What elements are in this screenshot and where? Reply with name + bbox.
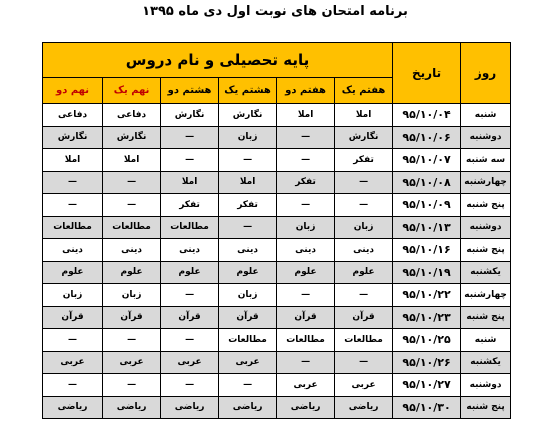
table-row [43,351,511,374]
row-day: پنج شنبه [461,396,511,419]
subject-cell: — [277,351,335,374]
row-date: ۹۵/۱۰/۲۳ [393,306,461,329]
header-grade: هفتم دو [277,78,335,104]
subject-cell: قرآن [335,306,393,329]
subject-cell: املا [277,104,335,127]
subject-cell: مطالعات [103,216,161,239]
subject-cell: املا [43,149,103,172]
subject-cell: عربی [277,374,335,397]
table-row [43,126,511,149]
subject-cell: نگارش [43,126,103,149]
subject-cell: زبان [103,284,161,307]
table-row [43,374,511,397]
subject-cell: قرآن [161,306,219,329]
table-row [43,306,511,329]
subject-cell: تفکر [277,171,335,194]
subject-cell: — [161,284,219,307]
subject-cell: علوم [335,261,393,284]
subject-cell: دینی [161,239,219,262]
row-date: ۹۵/۱۰/۳۰ [393,396,461,419]
subject-cell: — [161,374,219,397]
header-grade: هشتم یک [219,78,277,104]
subject-cell: دینی [277,239,335,262]
subject-cell: نگارش [335,126,393,149]
page-title: برنامه امتحان های نوبت اول دی ماه ۱۳۹۵ [142,4,408,19]
row-day: شنبه [461,329,511,352]
row-day: پنج شنبه [461,306,511,329]
row-day: سه شنبه [461,149,511,172]
subject-cell: — [335,171,393,194]
subject-cell: علوم [43,261,103,284]
table-row [43,171,511,194]
subject-cell: ریاضی [277,396,335,419]
subject-cell: نگارش [161,104,219,127]
table-row [43,104,511,127]
subject-cell: علوم [161,261,219,284]
subject-cell: — [277,194,335,217]
subject-cell: — [277,149,335,172]
subject-cell: عربی [161,351,219,374]
subject-cell: دینی [43,239,103,262]
subject-cell: زبان [335,216,393,239]
row-date: ۹۵/۱۰/۰۸ [393,171,461,194]
subject-cell: مطالعات [335,329,393,352]
subject-cell: علوم [103,261,161,284]
subject-cell: دفاعی [43,104,103,127]
row-day: شنبه [461,104,511,127]
subject-cell: املا [161,171,219,194]
row-date: ۹۵/۱۰/۲۷ [393,374,461,397]
header-grades-group: پایه تحصیلی و نام دروس [43,43,393,78]
subject-cell: مطالعات [161,216,219,239]
table-row [43,396,511,419]
row-day: چهارشنبه [461,171,511,194]
subject-cell: املا [335,104,393,127]
exam-schedule-table [42,42,511,419]
row-date: ۹۵/۱۰/۰۶ [393,126,461,149]
subject-cell: املا [219,171,277,194]
subject-cell: — [161,126,219,149]
row-day: دوشنبه [461,374,511,397]
subject-cell: تفکر [219,194,277,217]
subject-cell: دینی [335,239,393,262]
row-day: پنج شنبه [461,239,511,262]
subject-cell: قرآن [103,306,161,329]
subject-cell: — [219,216,277,239]
subject-cell: — [277,284,335,307]
subject-cell: ریاضی [219,396,277,419]
subject-cell: زبان [43,284,103,307]
row-day: یکشنبه [461,261,511,284]
subject-cell: دینی [219,239,277,262]
subject-cell: — [219,149,277,172]
subject-cell: — [103,194,161,217]
table-row [43,261,511,284]
subject-cell: — [43,374,103,397]
table-row [43,194,511,217]
subject-cell: مطالعات [43,216,103,239]
subject-cell: — [103,171,161,194]
row-date: ۹۵/۱۰/۲۶ [393,351,461,374]
subject-cell: قرآن [277,306,335,329]
header-grade: نهم دو [43,78,103,104]
row-date: ۹۵/۱۰/۱۳ [393,216,461,239]
row-day: دوشنبه [461,216,511,239]
subject-cell: قرآن [219,306,277,329]
subject-cell: عربی [43,351,103,374]
subject-cell: عربی [219,351,277,374]
row-date: ۹۵/۱۰/۲۵ [393,329,461,352]
row-day: چهارشنبه [461,284,511,307]
table-row [43,284,511,307]
subject-cell: — [103,374,161,397]
subject-cell: عربی [335,374,393,397]
row-date: ۹۵/۱۰/۰۴ [393,104,461,127]
header-grade: هشتم دو [161,78,219,104]
row-date: ۹۵/۱۰/۱۹ [393,261,461,284]
subject-cell: نگارش [103,126,161,149]
subject-cell: دینی [103,239,161,262]
row-day: پنج شنبه [461,194,511,217]
subject-cell: — [277,126,335,149]
header-date: تاریخ [393,43,461,104]
subject-cell: ریاضی [335,396,393,419]
table-row [43,216,511,239]
row-date: ۹۵/۱۰/۲۲ [393,284,461,307]
subject-cell: — [43,194,103,217]
subject-cell: — [103,329,161,352]
subject-cell: علوم [219,261,277,284]
subject-cell: زبان [277,216,335,239]
table-row [43,149,511,172]
schedule-body [43,104,511,419]
subject-cell: — [161,149,219,172]
subject-cell: — [335,284,393,307]
header-day: روز [461,43,511,104]
subject-cell: قرآن [43,306,103,329]
row-date: ۹۵/۱۰/۰۷ [393,149,461,172]
header-grade: هفتم یک [335,78,393,104]
subject-cell: ریاضی [43,396,103,419]
row-date: ۹۵/۱۰/۱۶ [393,239,461,262]
subject-cell: زبان [219,126,277,149]
subject-cell: دفاعی [103,104,161,127]
subject-cell: — [219,374,277,397]
table-row [43,329,511,352]
subject-cell: — [335,194,393,217]
subject-cell: ریاضی [161,396,219,419]
row-date: ۹۵/۱۰/۰۹ [393,194,461,217]
subject-cell: — [335,351,393,374]
row-day: یکشنبه [461,351,511,374]
subject-cell: علوم [277,261,335,284]
subject-cell: تفکر [161,194,219,217]
subject-cell: — [43,329,103,352]
header-grade: نهم یک [103,78,161,104]
subject-cell: — [43,171,103,194]
subject-cell: ریاضی [103,396,161,419]
subject-cell: تفکر [335,149,393,172]
subject-cell: مطالعات [277,329,335,352]
table-row [43,239,511,262]
row-day: دوشنبه [461,126,511,149]
subject-cell: املا [103,149,161,172]
subject-cell: زبان [219,284,277,307]
subject-cell: — [161,329,219,352]
subject-cell: نگارش [219,104,277,127]
subject-cell: عربی [103,351,161,374]
subject-cell: مطالعات [219,329,277,352]
